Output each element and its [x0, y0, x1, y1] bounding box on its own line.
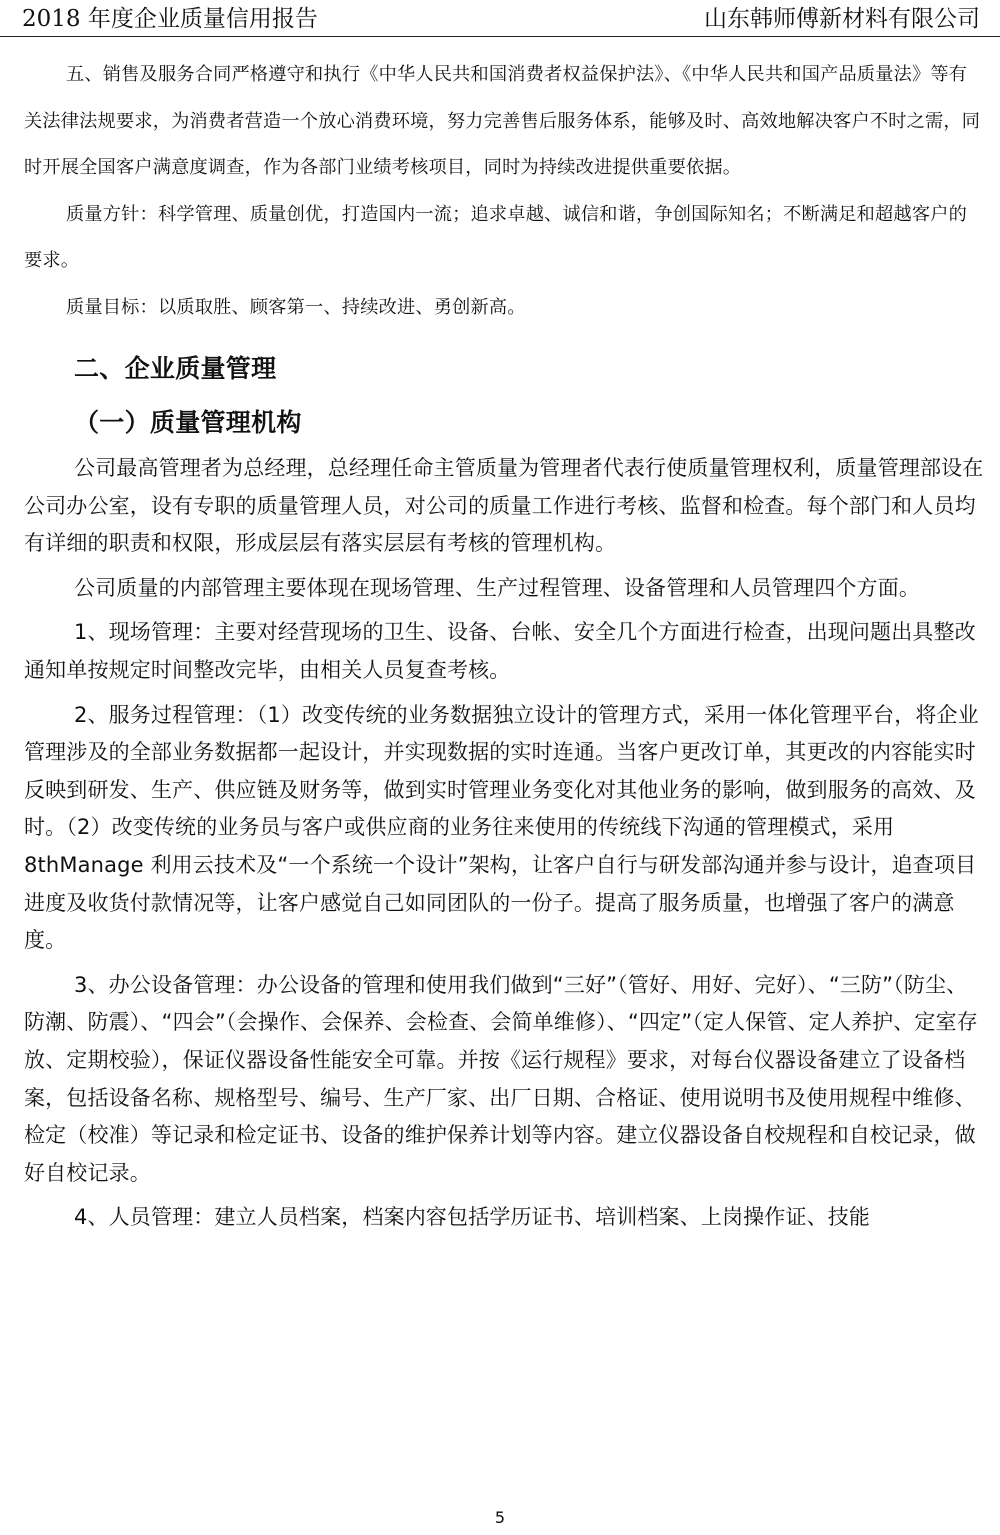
paragraph-quality-policy: 质量方针：科学管理、质量创优，打造国内一流；追求卓越、诚信和谐，争创国际知名；不断满足和超越客户的要求。	[24, 203, 967, 271]
page-number: 5	[494, 1508, 506, 1527]
paragraph-service-process-management: 2、服务过程管理：（1）改变传统的业务数据独立设计的管理方式，采用一体化管理平台，将企业管理涉及的全部业务数据都一起设计，并实现数据的实时连通。当客户更改订单，其更改的内容能实时反映到研发、生产、供应链及财务等，做到实时管理业务变化对其他业务的影响，做到服务的高效、及时。（2）改变传统的业务员与客户或供应商的业务往来使用的传统线下沟通的管理模式，采用 8thManage 利用云技术及“一个系统一个设计”架构，让客户自行与研发部沟通并参与设计，追查项目进度及收货付款情况等，让客户感觉自己如同团队的一份子。提高了服务质量，也增强了客户的满意度。	[24, 702, 979, 953]
company-name: 山东韩师傅新材料有限公司	[704, 6, 980, 32]
paragraph-management-organization: 公司最高管理者为总经理，总经理任命主管质量为管理者代表行使质量管理权利，质量管理部设在公司办公室，设有专职的质量管理人员，对公司的质量工作进行考核、监督和检查。每个部门和人员均有详细的职责和权限，形成层层有落实层层有考核的管理机构。	[24, 456, 984, 556]
subsection-heading: （一）质量管理机构	[74, 408, 302, 437]
page-header	[0, 0, 1000, 37]
paragraph-quality-target: 质量目标：以质取胜、顾客第一、持续改进、勇创新高。	[66, 296, 526, 318]
paragraph-site-management: 1、现场管理：主要对经营现场的卫生、设备、台帐、安全几个方面进行检查，出现问题出具整改通知单按规定时间整改完毕，由相关人员复查考核。	[24, 620, 976, 682]
report-title: 2018 年度企业质量信用报告	[22, 6, 318, 32]
paragraph-sales-service: 五、销售及服务合同严格遵守和执行《中华人民共和国消费者权益保护法》、《中华人民共和国产品质量法》等有关法律法规要求，为消费者营造一个放心消费环境，努力完善售后服务体系，能够及时、高效地解决客户不时之需，同时开展全国客户满意度调查，作为各部门业绩考核项目，同时为持续改进提供重要依据。	[24, 64, 981, 178]
section-heading: 二、企业质量管理	[74, 354, 277, 383]
paragraph-personnel-management: 4、人员管理：建立人员档案，档案内容包括学历证书、培训档案、上岗操作证、技能	[74, 1205, 871, 1230]
paragraph-internal-management: 公司质量的内部管理主要体现在现场管理、生产过程管理、设备管理和人员管理四个方面。	[74, 575, 920, 600]
document-body	[24, 52, 984, 1237]
paragraph-office-equipment-management: 3、办公设备管理：办公设备的管理和使用我们做到“三好”（管好、用好、完好）、“三防”（防尘、防潮、防震）、“四会”（会操作、会保养、会检查、会简单维修）、“四定”（定人保管、定人养护、定室存放、定期校验），保证仪器设备性能安全可靠。并按《运行规程》要求，对每台仪器设备建立了设备档案，包括设备名称、规格型号、编号、生产厂家、出厂日期、合格证、使用说明书及使用规程中维修、检定（校准）等记录和检定证书、设备的维护保养计划等内容。建立仪器设备自校规程和自校记录，做好自校记录。	[24, 972, 978, 1185]
